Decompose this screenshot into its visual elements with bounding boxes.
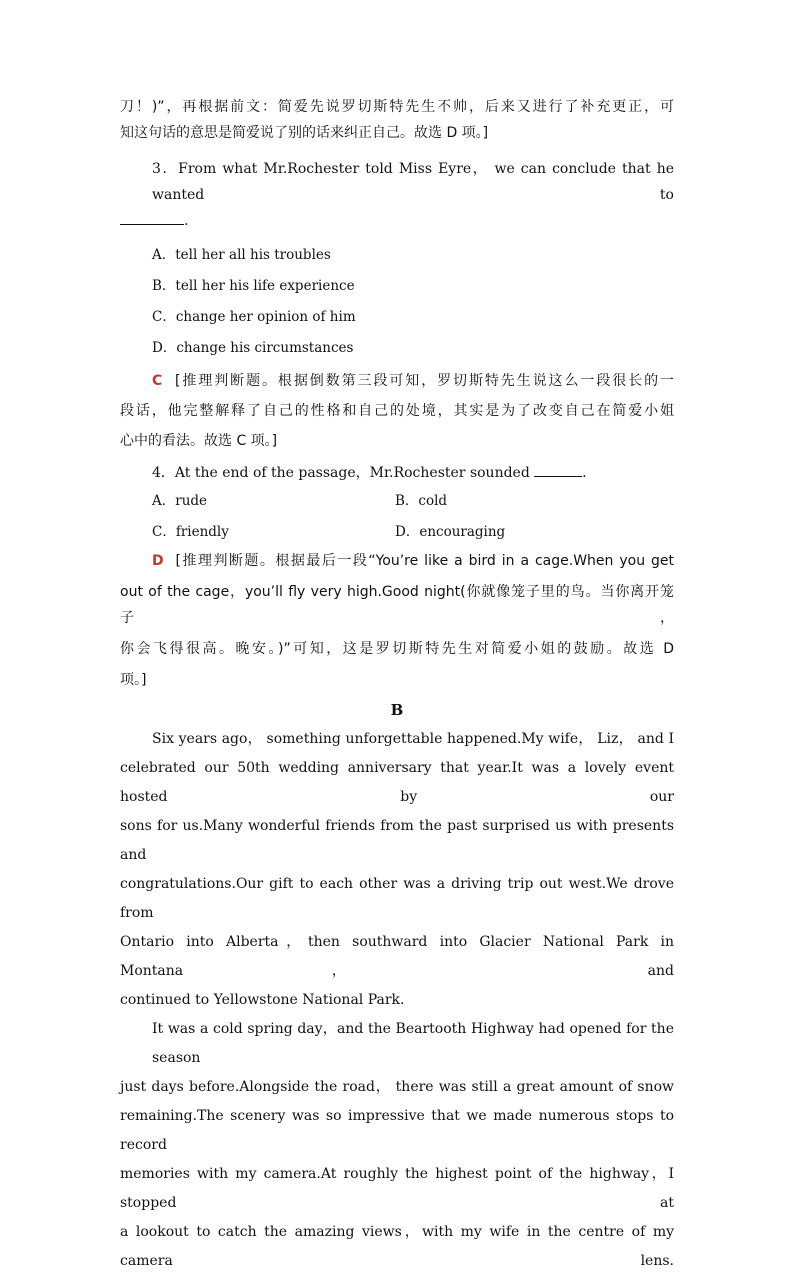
q4-explanation-line: out of the cage，you’ll fly very high.Good night(你就像笼子里的鸟。当你离开笼子， — [120, 584, 674, 626]
q4-option-c: C．friendly — [152, 524, 229, 540]
q3-answer: C — [152, 373, 163, 389]
passage-line: continued to Yellowstone National Park. — [120, 992, 405, 1008]
passage-line: Ontario into Alberta，then southward into Glacier National Park in Montana， and — [120, 934, 674, 979]
q4-option-b: B．cold — [395, 493, 448, 509]
passage-line: a lookout to catch the amazing views，with my wife in the centre of my camera lens. — [120, 1224, 674, 1269]
passage-line: memories with my camera.At roughly the highest point of the highway，I stopped at — [120, 1166, 674, 1211]
q4-options-row — [120, 486, 674, 517]
passage-line: congratulations.Our gift to each other was a driving trip out west.We drove from — [120, 876, 674, 921]
passage-line: Six years ago， something unforgettable happened.My wife， Liz， and I — [152, 731, 674, 747]
passage-paragraph-1 — [120, 725, 674, 1015]
q2-explanation-line: 刀！)”，再根据前文：简爱先说罗切斯特先生不帅，后来又进行了补充更正，可 — [120, 99, 674, 115]
passage-line: remaining.The scenery was so impressive that we made numerous stops to record — [120, 1108, 674, 1153]
q3-option-b: B．tell her his life experience — [152, 278, 355, 294]
q4-stem: 4．At the end of the passage，Mr.Rochester sounded ． — [120, 460, 674, 486]
q4-answer: D — [152, 553, 164, 569]
q4-explanation: D [推理判断题。根据最后一段“You’re like a bird in a cage.When you get — [152, 553, 674, 569]
q3-stem-blank: ． — [120, 208, 674, 234]
q3-explanation-line: 心中的看法。故选 C 项。] — [120, 433, 278, 449]
section-heading: B — [390, 701, 404, 719]
q3-option-a: A．tell her all his troubles — [152, 247, 331, 263]
passage-line: It was a cold spring day，and the Beartooth Highway had opened for the season — [152, 1021, 674, 1066]
passage-paragraph-2 — [120, 1015, 674, 1276]
q3-explanation-line: 段话，他完整解释了自己的性格和自己的处境，其实是为了改变自己在简爱小姐 — [120, 403, 674, 419]
answer-blank — [534, 462, 582, 477]
passage-line: just days before.Alongside the road， there was still a great amount of snow — [120, 1079, 674, 1095]
q2-explanation-line: 知这句话的意思是简爱说了别的话来纠正自己。故选 D 项。] — [120, 125, 489, 141]
passage-line: celebrated our 50th wedding anniversary that year.It was a lovely event hosted by our — [120, 760, 674, 805]
q4-explanation-line: 项。] — [120, 672, 147, 688]
q4-options-row — [120, 517, 674, 548]
q4-option-d: D．encouraging — [395, 524, 506, 540]
q4-option-a: A．rude — [152, 493, 208, 509]
document-page — [120, 94, 674, 1276]
q3-option-d: D．change his circumstances — [152, 340, 354, 356]
q3-stem: 3．From what Mr.Rochester told Miss Eyre， we can conclude that he wanted to — [152, 161, 674, 203]
passage-line: sons for us.Many wonderful friends from the past surprised us with presents and — [120, 818, 674, 863]
answer-blank — [120, 210, 184, 225]
q3-explanation: C [推理判断题。根据倒数第三段可知，罗切斯特先生说这么一段很长的一 — [152, 373, 674, 389]
q4-explanation-line: 你会飞得很高。晚安。)”可知，这是罗切斯特先生对简爱小姐的鼓励。故选 D — [120, 641, 674, 657]
q3-option-c: C．change her opinion of him — [152, 309, 356, 325]
